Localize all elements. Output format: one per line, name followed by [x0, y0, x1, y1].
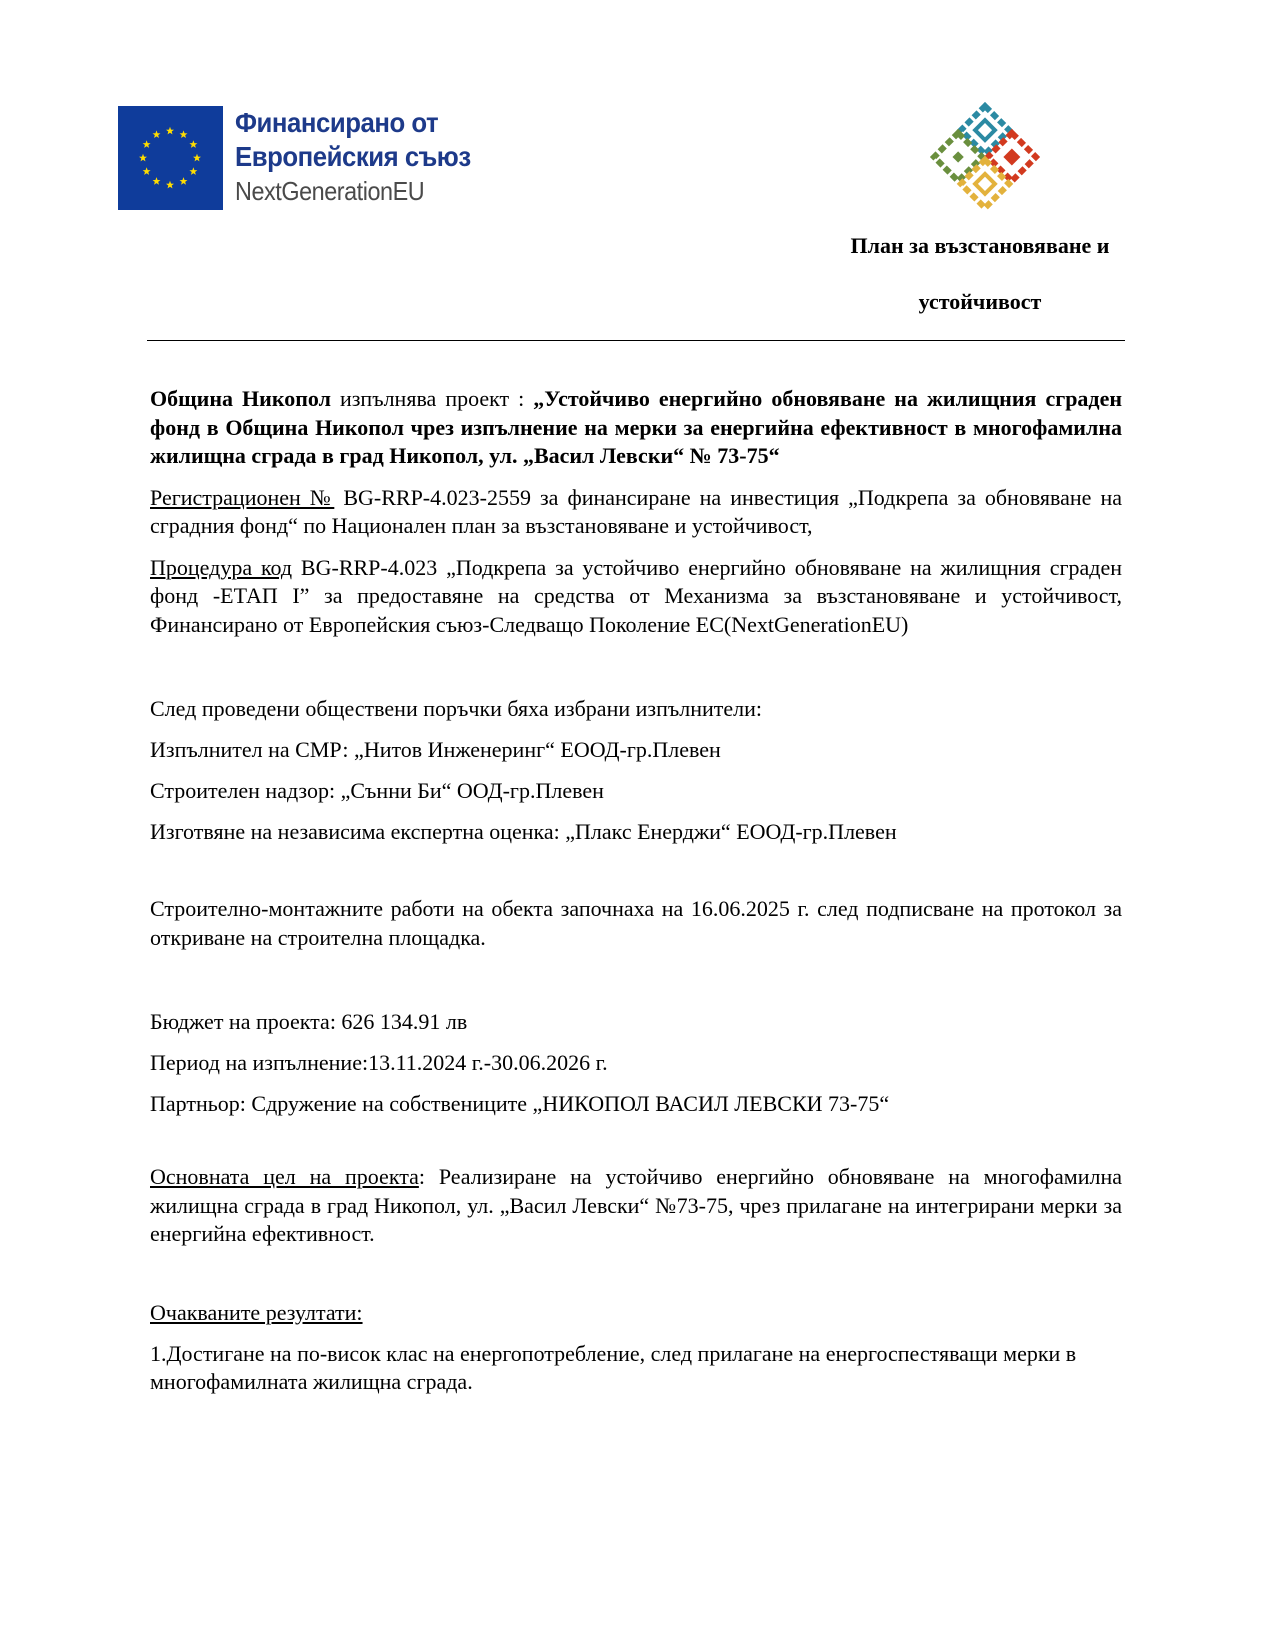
eu-star-icon [153, 130, 161, 138]
contractor-item: Изпълнител на СМР: „Нитов Инженеринг“ ЕООД-гр.Плевен [150, 737, 721, 762]
eu-logo-line1: Финансирано от [235, 107, 439, 138]
municipality-name: Община Никопол [150, 386, 331, 411]
eu-star-icon [189, 167, 197, 175]
project-title: „Устойчиво енергийно обновяване на жилищния сграден фонд в Община Никопол чрез изпълнение на мерки за енергийна ефективност в многофамилна жилищна сграда в град Никопол, ул. „Васил Левски“ № 73-75“ [150, 386, 1123, 468]
eu-star-icon [193, 154, 201, 162]
eu-funding-logo [118, 106, 491, 210]
contractors-intro: След проведени обществени поръчки бяха избрани изпълнители: [150, 696, 762, 721]
eu-star-icon [139, 154, 147, 162]
eu-star-icon [189, 140, 197, 148]
eu-flag-icon [118, 106, 223, 210]
partner-line: Партньор: Сдружение на собствениците „НИКОПОЛ ВАСИЛ ЛЕВСКИ 73-75“ [150, 1091, 890, 1116]
goal-text: : Реализиране на устойчиво енергийно обновяване на многофамилна жилищна сграда в град Никопол, ул. „Васил Левски“ №73-75, чрез прилагане на интегрирани мерки за енергийна ефективност. [150, 1164, 1122, 1246]
contractor-item: Изготвяне на независима експертна оценка: „Плакс Енерджи“ ЕООД-гр.Плевен [150, 819, 897, 844]
recovery-plan-title-line2: устойчивост [918, 289, 1042, 314]
goal-label: Основната цел на проекта [150, 1164, 419, 1189]
eu-star-icon [153, 177, 161, 185]
eu-star-icon [166, 181, 174, 189]
result-item: 1.Достигане на по-висок клас на енергопотребление, след прилагане на енергоспестяващи мерки в многофамилната жилищна сграда. [150, 1340, 1077, 1394]
eu-star-icon [143, 140, 151, 148]
document-body [150, 385, 1122, 1397]
recovery-plan-title [830, 218, 1130, 330]
eu-star-icon [166, 127, 174, 135]
eu-star-icon [180, 130, 188, 138]
registration-label: Регистрационен № [150, 484, 335, 510]
works-started-paragraph: Строително-монтажните работи на обекта започнаха на 16.06.2025 г. след подписване на протокол за откриване на строителна площадка. [150, 896, 1122, 950]
recovery-plan-ornament-icon [930, 102, 1040, 212]
procedure-paragraph [150, 554, 1122, 640]
goal-paragraph [150, 1163, 1122, 1249]
eu-star-icon [143, 167, 151, 175]
header-divider [147, 340, 1125, 341]
contractor-item: Строителен надзор: „Сънни Би“ ООД-гр.Плевен [150, 778, 604, 803]
registration-paragraph [150, 484, 1122, 541]
eu-logo-line2: Европейския съюз [235, 141, 471, 172]
recovery-plan-title-line1: План за възстановяване и [850, 233, 1110, 258]
results-heading: Очакваните резултати: [150, 1299, 363, 1325]
period-line: Период на изпълнение:13.11.2024 г.-30.06.2026 г. [150, 1050, 608, 1075]
intro-paragraph [150, 385, 1122, 471]
intro-verb: изпълнява проект : [339, 386, 525, 411]
procedure-text: BG-RRP-4.023 „Подкрепа за устойчиво енергийно обновяване на жилищния сграден фонд -ЕТАП I” за предоставяне на средства от Механизма за възстановяване и устойчивост, Финансирано от Европейския съюз-Следващо Поколение ЕС(NextGenerationEU) [150, 554, 1122, 637]
budget-line: Бюджет на проекта: 626 134.91 лв [150, 1009, 468, 1034]
procedure-label: Процедура код [150, 554, 293, 580]
registration-text: BG-RRP-4.023-2559 за финансиране на инвестиция „Подкрепа за обновяване на сградния фонд“ по Национален план за възстановяване и устойчивост, [150, 484, 1122, 538]
eu-star-icon [180, 177, 188, 185]
eu-logo-line3: NextGenerationEU [235, 176, 425, 206]
eu-logo-text [235, 106, 491, 208]
